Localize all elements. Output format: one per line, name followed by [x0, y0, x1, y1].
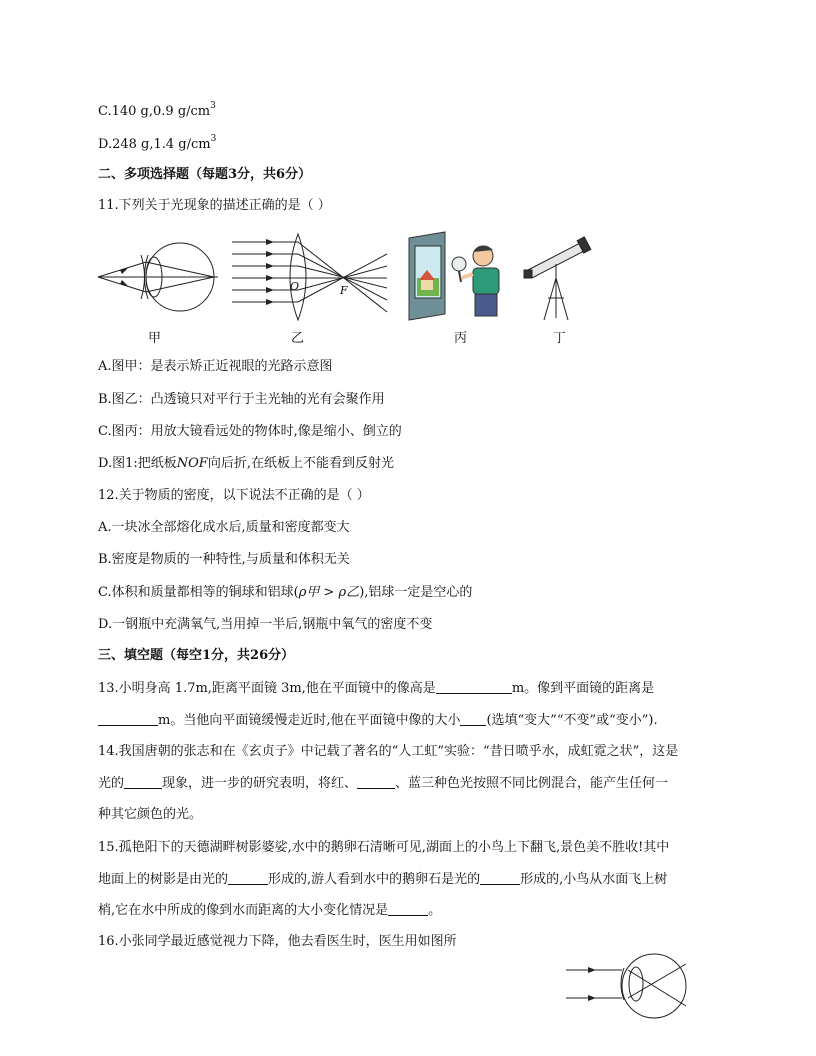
question-13-line-2: m。当他向平面镜缓慢走近时,他在平面镜中像的大小 (选填“变大”“不变”或“变小”).	[98, 712, 658, 730]
question-15-line-1: 15.孤艳阳下的天德湖畔树影婆娑,水中的鹅卵石清晰可见,湖面上的小鸟上下翻飞,景色美不胜收!其中	[98, 840, 670, 855]
question-11-option-a: A.图甲：是表示矫正近视眼的光路示意图	[98, 359, 333, 374]
question-15-line-3: 梢,它在水中所成的像到水而距离的大小变化情况是 。	[98, 903, 442, 918]
question-12-option-d: D.一钢瓶中充满氧气,当用掉一半后,钢瓶中氧气的密度不变	[98, 617, 433, 632]
question-11-option-b: B.图乙：凸透镜只对平行于主光轴的光有会聚作用	[98, 392, 385, 407]
question-12-option-a: A.一块冰全部熔化成水后,质量和密度都变大	[98, 520, 350, 535]
option-c-prev: C.140 g,0.9 $g/cm^3$	[98, 100, 216, 119]
question-11-option-c: C.图丙：用放大镜看远处的物体时,像是缩小、倒立的	[98, 424, 402, 439]
blank-13-1[interactable]	[436, 680, 512, 694]
section-heading-multiple-choice: 二、多项选择题（每题3分，共6分）	[98, 167, 312, 182]
question-11-stem: 11.下列关于光现象的描述正确的是（ ）	[98, 198, 331, 213]
blank-15-3[interactable]	[388, 902, 428, 916]
caption-bing: 丙	[454, 331, 468, 346]
focal-point-label-f: F	[340, 284, 348, 297]
blank-15-2[interactable]	[480, 871, 520, 885]
question-12-option-b: B.密度是物质的一种特性,与质量和体积无关	[98, 552, 350, 567]
question-14-line-3: 种其它颜色的光。	[98, 807, 203, 822]
figure-ding-telescope	[520, 232, 600, 322]
blank-15-1[interactable]	[228, 871, 268, 885]
caption-jia: 甲	[148, 331, 162, 346]
question-14-line-1: 14.我国唐朝的张志和在《玄贞子》中记载了著名的“人工虹”实验：“昔日喷乎水，成虹霓之状”，这是	[98, 744, 679, 759]
question-16-eye-diagram	[566, 958, 696, 1038]
caption-yi: 乙	[291, 331, 305, 346]
lens-center-label-o: O	[290, 280, 300, 293]
blank-14-2[interactable]	[357, 775, 395, 789]
section-heading-fill-in: 三、填空题（每空1分，共26分）	[98, 648, 295, 663]
question-11-option-d: D.图1:把纸板NOF向后折,在纸板上不能看到反射光	[98, 456, 394, 471]
question-12-option-c: C.体积和质量都相等的铜球和铝球(ρ甲 > ρ乙),铝球一定是空心的	[98, 585, 473, 600]
blank-14-1[interactable]	[124, 775, 162, 789]
blank-13-3[interactable]	[460, 712, 486, 726]
blank-13-2[interactable]	[98, 712, 158, 726]
question-14-line-2: 光的 现象，进一步的研究表明，将红、 、蓝三种色光按照不同比例混合，能产生任何一	[98, 776, 669, 791]
caption-ding: 丁	[553, 331, 567, 346]
question-15-line-2: 地面上的树影是由光的 形成的,游人看到水中的鹅卵石是光的 形成的,小鸟从水面飞上树	[98, 872, 668, 887]
question-12-stem: 12.关于物质的密度，以下说法不正确的是（ ）	[98, 488, 370, 503]
figure-yi-convex-lens	[232, 232, 392, 322]
figure-jia-eye-diagram	[98, 232, 218, 322]
question-16-line-1: 16.小张同学最近感觉视力下降，他去看医生时，医生用如图所	[98, 934, 457, 949]
question-13-line-1: 13.小明身高 1.7m,距离平面镜 3m,他在平面镜中的像高是 m。像到平面镜的距离是	[98, 681, 655, 696]
option-d-prev: D.248 g,1.4 $g/cm^3$	[98, 133, 217, 152]
figure-bing-magnifier-illustration	[405, 232, 507, 322]
